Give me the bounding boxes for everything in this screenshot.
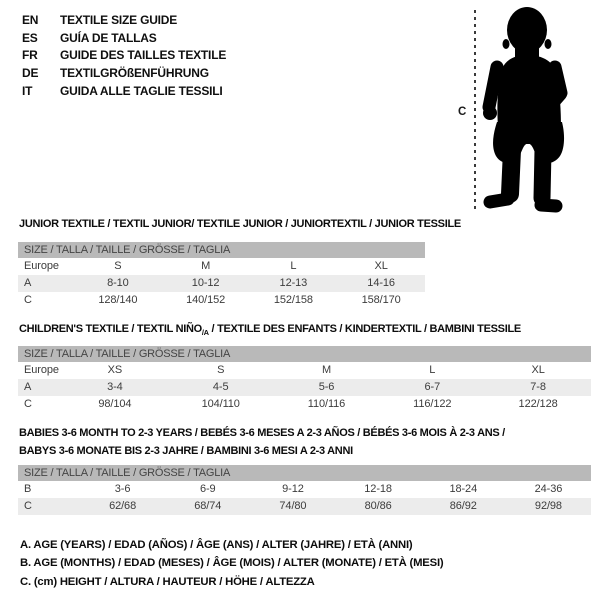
row-label: A xyxy=(24,381,32,393)
table-row xyxy=(18,498,591,515)
title-text: BABIES 3-6 MONTH TO 2-3 YEARS / BEBÉS 3-6 MESES A 2-3 AÑOS / BÉBÉS 3-6 MOIS À 2-3 ANS / xyxy=(19,427,505,439)
table-title-line xyxy=(19,424,505,442)
table-row xyxy=(18,379,591,396)
language-code: DE xyxy=(22,66,39,81)
size-cell: 3-4 xyxy=(107,381,123,393)
table-row xyxy=(18,396,591,413)
title-text: BABYS 3-6 MONATE BIS 2-3 JAHRE / BAMBINI 3-6 MESI A 2-3 ANNI xyxy=(19,445,353,457)
size-cell: M xyxy=(321,364,332,376)
size-cell: 152/158 xyxy=(273,294,313,306)
toddler-silhouette xyxy=(483,7,564,206)
size-cell: 158/170 xyxy=(361,294,401,306)
size-header-bar: SIZE / TALLA / TAILLE / GRÖSSE / TAGLIA xyxy=(18,242,425,258)
row-label: C xyxy=(24,500,32,512)
size-cell: 12-18 xyxy=(364,483,392,495)
size-cell: 110/116 xyxy=(307,398,346,410)
table-title-children xyxy=(19,320,521,342)
language-label: TEXTILGRÖßENFÜHRUNG xyxy=(60,66,209,81)
footnote-line: C. (cm) HEIGHT / ALTURA / HAUTEUR / HÖHE / ALTEZZA xyxy=(20,575,315,588)
size-cell: 98/104 xyxy=(98,398,132,410)
size-cell: M xyxy=(201,260,211,272)
toddler-figure xyxy=(440,0,600,225)
size-cell: 92/98 xyxy=(534,500,562,512)
size-cell: 24-36 xyxy=(534,483,563,495)
language-row xyxy=(22,30,226,48)
size-cell: 10-12 xyxy=(191,277,220,289)
table-title-line xyxy=(19,442,505,460)
language-row xyxy=(22,65,226,83)
size-cell: L xyxy=(290,260,297,272)
size-cell: 5-6 xyxy=(318,381,335,393)
table-row xyxy=(18,481,591,498)
size-header-bar: SIZE / TALLA / TAILLE / GRÖSSE / TAGLIA xyxy=(18,346,591,362)
footnotes xyxy=(20,536,443,591)
language-code: ES xyxy=(22,30,38,45)
size-cell: 9-12 xyxy=(282,483,304,495)
size-cell: 74/80 xyxy=(279,500,307,512)
size-table-junior xyxy=(18,242,425,309)
footnote-line: B. AGE (MONTHS) / EDAD (MESES) / ÂGE (MOIS) / ALTER (MONATE) / ETÀ (MESI) xyxy=(20,557,444,570)
size-cell: 12-13 xyxy=(279,277,308,289)
size-cell: S xyxy=(217,364,225,376)
size-cell: 68/74 xyxy=(194,500,222,512)
height-measure-label: C xyxy=(458,106,467,118)
size-cell: 4-5 xyxy=(212,381,229,393)
size-cell: 8-10 xyxy=(107,277,129,289)
size-cell: 128/140 xyxy=(98,294,138,306)
size-cell: 86/92 xyxy=(449,500,477,512)
size-cell: 14-16 xyxy=(367,277,395,289)
size-cell: 140/152 xyxy=(186,294,226,306)
language-code: IT xyxy=(22,83,33,98)
row-label: B xyxy=(24,483,32,495)
size-table-children xyxy=(18,346,591,413)
size-cell: 3-6 xyxy=(114,483,131,495)
language-label: GUIDE DES TAILLES TEXTILE xyxy=(60,48,227,63)
language-code: FR xyxy=(22,48,38,63)
row-label: C xyxy=(24,398,32,410)
language-label: GUÍA DE TALLAS xyxy=(60,30,157,45)
title-text: / TEXTILE DES ENFANTS / KINDERTEXTIL / BAMBINI TESSILE xyxy=(208,323,521,335)
language-row xyxy=(22,47,226,65)
size-cell: 80/86 xyxy=(364,500,392,512)
size-header-bar: SIZE / TALLA / TAILLE / GRÖSSE / TAGLIA xyxy=(18,465,591,481)
size-cell: 122/128 xyxy=(518,398,558,410)
language-row xyxy=(22,83,226,101)
language-title-list xyxy=(22,12,226,101)
size-cell: 6-7 xyxy=(424,381,441,393)
size-cell: 7-8 xyxy=(530,381,546,393)
language-code: EN xyxy=(22,13,39,27)
table-title-junior xyxy=(19,215,461,233)
size-table-babies xyxy=(18,465,591,515)
size-cell: 116/122 xyxy=(413,398,452,410)
table-row xyxy=(18,258,425,275)
language-label: GUIDA ALLE TAGLIE TESSILI xyxy=(60,83,223,98)
row-label: A xyxy=(24,277,32,289)
table-title-babies xyxy=(19,424,505,460)
row-label: C xyxy=(24,294,32,306)
row-label: Europe xyxy=(24,260,59,272)
size-cell: 62/68 xyxy=(109,500,137,512)
row-label: Europe xyxy=(24,364,59,376)
table-row xyxy=(18,292,425,309)
size-cell: 104/110 xyxy=(201,398,240,410)
language-label: TEXTILE SIZE GUIDE xyxy=(60,13,178,27)
table-row xyxy=(18,362,591,379)
size-cell: XL xyxy=(374,260,388,272)
table-title-line xyxy=(19,215,461,233)
footnote-line: A. AGE (YEARS) / EDAD (AÑOS) / ÂGE (ANS) / ALTER (JAHRE) / ETÀ (ANNI) xyxy=(20,539,413,551)
title-text: CHILDREN'S TEXTILE / TEXTIL NIÑO xyxy=(19,323,202,335)
table-title-line xyxy=(19,320,521,342)
size-cell: L xyxy=(429,364,436,376)
size-cell: XL xyxy=(531,364,545,376)
language-row xyxy=(22,12,226,30)
size-cell: 6-9 xyxy=(199,483,216,495)
size-cell: S xyxy=(114,260,122,272)
size-cell: 18-24 xyxy=(449,483,478,495)
title-text: JUNIOR TEXTILE / TEXTIL JUNIOR/ TEXTILE JUNIOR / JUNIORTEXTIL / JUNIOR TESSILE xyxy=(19,218,461,230)
table-row xyxy=(18,275,425,292)
title-subscript-text: /A xyxy=(201,328,209,338)
size-cell: XS xyxy=(107,364,123,376)
